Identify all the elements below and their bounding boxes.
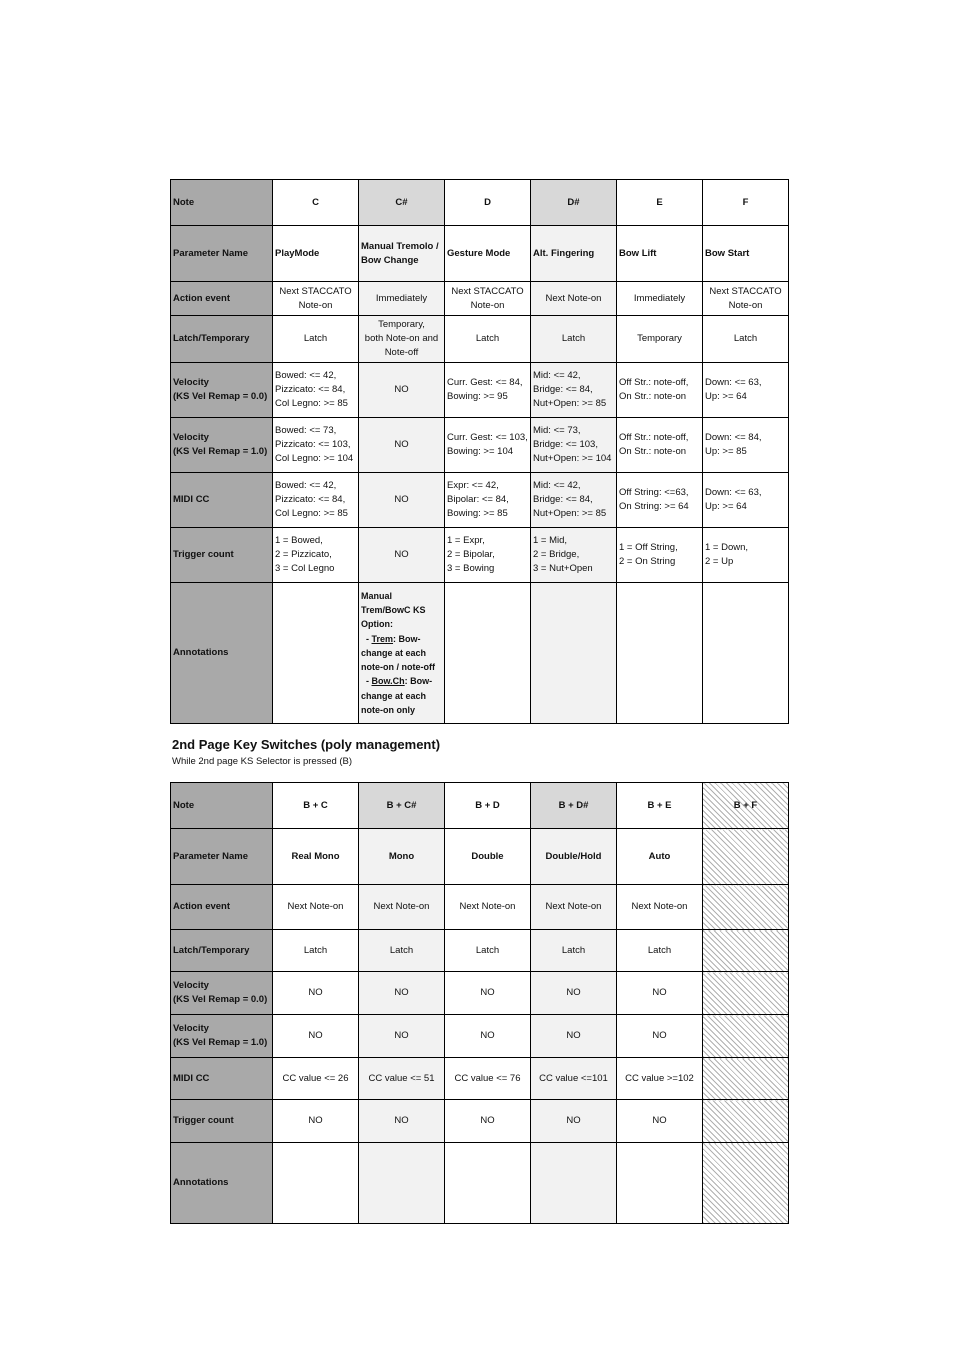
trigger-count-cell: NO bbox=[359, 528, 445, 583]
action-event-cell: Immediately bbox=[617, 282, 703, 316]
row-label-midi-cc: MIDI CC bbox=[171, 1058, 273, 1100]
row-label-trigger-count: Trigger count bbox=[171, 1100, 273, 1143]
midi-cc-cell: Expr: <= 42, Bipolar: <= 84, Bowing: >= 85 bbox=[445, 473, 531, 528]
param-name-cell: Real Mono bbox=[273, 829, 359, 885]
annotation-cell bbox=[617, 1143, 703, 1224]
note-header-d-sharp: D# bbox=[531, 180, 617, 226]
annotation-cell bbox=[531, 1143, 617, 1224]
param-name-cell: Alt. Fingering bbox=[531, 226, 617, 282]
velocity-0-cell: NO bbox=[531, 972, 617, 1015]
param-name-cell: PlayMode bbox=[273, 226, 359, 282]
midi-cc-cell: CC value <= 51 bbox=[359, 1058, 445, 1100]
action-event-cell: Next STACCATO Note-on bbox=[445, 282, 531, 316]
velocity-1-cell: NO bbox=[617, 1015, 703, 1058]
row-label-action-event: Action event bbox=[171, 885, 273, 930]
row-label-latch-temporary: Latch/Temporary bbox=[171, 316, 273, 363]
row-label-velocity-remap-0: Velocity (KS Vel Remap = 0.0) bbox=[171, 972, 273, 1015]
row-label-note: Note bbox=[171, 180, 273, 226]
velocity-0-cell: Mid: <= 42, Bridge: <= 84, Nut+Open: >= 85 bbox=[531, 363, 617, 418]
row-label-note: Note bbox=[171, 783, 273, 829]
annotation-bow-text: : Bow- change at each note-on only bbox=[361, 676, 433, 715]
note-header-c-sharp: C# bbox=[359, 180, 445, 226]
row-label-velocity-remap-1: Velocity (KS Vel Remap = 1.0) bbox=[171, 418, 273, 473]
latch-cell: Latch bbox=[445, 316, 531, 363]
velocity-1-cell: NO bbox=[273, 1015, 359, 1058]
midi-cc-cell: Off String: <=63, On String: >= 64 bbox=[617, 473, 703, 528]
midi-cc-cell: Down: <= 63, Up: >= 64 bbox=[703, 473, 789, 528]
trigger-count-cell: NO bbox=[273, 1100, 359, 1143]
annotation-cell bbox=[703, 583, 789, 724]
row-label-action-event: Action event bbox=[171, 282, 273, 316]
keyswitch-table-page2 bbox=[170, 782, 789, 1224]
param-name-cell: Manual Tremolo / Bow Change bbox=[359, 226, 445, 282]
trigger-count-cell: 1 = Off String, 2 = On String bbox=[617, 528, 703, 583]
trigger-count-cell: NO bbox=[359, 1100, 445, 1143]
disabled-cell bbox=[703, 1100, 789, 1143]
annotation-cell-c-sharp bbox=[359, 583, 445, 724]
trigger-count-cell: NO bbox=[445, 1100, 531, 1143]
velocity-0-cell: NO bbox=[617, 972, 703, 1015]
annotation-cell bbox=[445, 1143, 531, 1224]
velocity-1-cell: Mid: <= 73, Bridge: <= 103, Nut+Open: >= 104 bbox=[531, 418, 617, 473]
velocity-1-cell: Bowed: <= 73, Pizzicato: <= 103, Col Legno: >= 104 bbox=[273, 418, 359, 473]
latch-cell: Latch bbox=[703, 316, 789, 363]
latch-cell: Temporary, both Note-on and Note-off bbox=[359, 316, 445, 363]
latch-cell: Latch bbox=[531, 316, 617, 363]
section-subtitle: While 2nd page KS Selector is pressed (B) bbox=[172, 756, 353, 767]
param-name-cell: Mono bbox=[359, 829, 445, 885]
action-event-cell: Next Note-on bbox=[273, 885, 359, 930]
latch-cell: Latch bbox=[273, 930, 359, 972]
trigger-count-cell: 1 = Bowed, 2 = Pizzicato, 3 = Col Legno bbox=[273, 528, 359, 583]
disabled-cell bbox=[703, 930, 789, 972]
row-label-trigger-count: Trigger count bbox=[171, 528, 273, 583]
row-label-velocity-remap-0: Velocity (KS Vel Remap = 0.0) bbox=[171, 363, 273, 418]
midi-cc-cell: CC value <= 76 bbox=[445, 1058, 531, 1100]
trigger-count-cell: NO bbox=[531, 1100, 617, 1143]
velocity-0-cell: Off Str.: note-off, On Str.: note-on bbox=[617, 363, 703, 418]
midi-cc-cell: Bowed: <= 42, Pizzicato: <= 84, Col Legno: >= 85 bbox=[273, 473, 359, 528]
param-name-cell: Double/Hold bbox=[531, 829, 617, 885]
latch-cell: Latch bbox=[273, 316, 359, 363]
note-header-f: F bbox=[703, 180, 789, 226]
midi-cc-cell: NO bbox=[359, 473, 445, 528]
row-label-parameter-name: Parameter Name bbox=[171, 829, 273, 885]
annotation-trem-line: - Trem: Bow- change at each note-on / note-off bbox=[361, 633, 435, 673]
midi-cc-cell: CC value <=101 bbox=[531, 1058, 617, 1100]
trigger-count-cell: NO bbox=[617, 1100, 703, 1143]
velocity-1-cell: NO bbox=[359, 418, 445, 473]
disabled-cell bbox=[703, 1015, 789, 1058]
action-event-cell: Next STACCATO Note-on bbox=[703, 282, 789, 316]
latch-cell: Temporary bbox=[617, 316, 703, 363]
note-header-b-e: B + E bbox=[617, 783, 703, 829]
velocity-1-cell: Curr. Gest: <= 103, Bowing: >= 104 bbox=[445, 418, 531, 473]
action-event-cell: Immediately bbox=[359, 282, 445, 316]
velocity-1-cell: NO bbox=[531, 1015, 617, 1058]
velocity-0-cell: Curr. Gest: <= 84, Bowing: >= 95 bbox=[445, 363, 531, 418]
action-event-cell: Next STACCATO Note-on bbox=[273, 282, 359, 316]
velocity-0-cell: NO bbox=[359, 972, 445, 1015]
note-header-c: C bbox=[273, 180, 359, 226]
velocity-1-cell: Down: <= 84, Up: >= 85 bbox=[703, 418, 789, 473]
latch-cell: Latch bbox=[617, 930, 703, 972]
midi-cc-cell: Mid: <= 42, Bridge: <= 84, Nut+Open: >= 85 bbox=[531, 473, 617, 528]
action-event-cell: Next Note-on bbox=[531, 885, 617, 930]
action-event-cell: Next Note-on bbox=[359, 885, 445, 930]
param-name-cell: Bow Start bbox=[703, 226, 789, 282]
disabled-cell bbox=[703, 1143, 789, 1224]
velocity-0-cell: Bowed: <= 42, Pizzicato: <= 84, Col Legno: >= 85 bbox=[273, 363, 359, 418]
latch-cell: Latch bbox=[531, 930, 617, 972]
velocity-1-cell: NO bbox=[359, 1015, 445, 1058]
disabled-cell bbox=[703, 885, 789, 930]
row-label-annotations: Annotations bbox=[171, 1143, 273, 1224]
annotation-intro: Manual Trem/BowC KS Option: bbox=[361, 591, 426, 630]
annotation-cell bbox=[359, 1143, 445, 1224]
action-event-cell: Next Note-on bbox=[445, 885, 531, 930]
section-title: 2nd Page Key Switches (poly management) bbox=[172, 737, 441, 752]
annotation-cell bbox=[273, 583, 359, 724]
param-name-cell: Bow Lift bbox=[617, 226, 703, 282]
keyswitch-table-page1 bbox=[170, 179, 789, 724]
velocity-0-cell: NO bbox=[359, 363, 445, 418]
disabled-cell bbox=[703, 972, 789, 1015]
latch-cell: Latch bbox=[359, 930, 445, 972]
row-label-parameter-name: Parameter Name bbox=[171, 226, 273, 282]
param-name-cell: Double bbox=[445, 829, 531, 885]
annotation-bow-label: Bow.Ch bbox=[371, 676, 405, 687]
trigger-count-cell: 1 = Down, 2 = Up bbox=[703, 528, 789, 583]
row-label-midi-cc: MIDI CC bbox=[171, 473, 273, 528]
note-header-b-c: B + C bbox=[273, 783, 359, 829]
note-header-d: D bbox=[445, 180, 531, 226]
midi-cc-cell: CC value <= 26 bbox=[273, 1058, 359, 1100]
row-label-annotations: Annotations bbox=[171, 583, 273, 724]
disabled-cell bbox=[703, 829, 789, 885]
velocity-1-cell: NO bbox=[445, 1015, 531, 1058]
note-header-b-d: B + D bbox=[445, 783, 531, 829]
annotation-bow-line: - Bow.Ch: Bow- change at each note-on only bbox=[361, 676, 433, 715]
row-label-velocity-remap-1: Velocity (KS Vel Remap = 1.0) bbox=[171, 1015, 273, 1058]
velocity-0-cell: NO bbox=[273, 972, 359, 1015]
action-event-cell: Next Note-on bbox=[531, 282, 617, 316]
midi-cc-cell: CC value >=102 bbox=[617, 1058, 703, 1100]
velocity-0-cell: NO bbox=[445, 972, 531, 1015]
annotation-cell bbox=[445, 583, 531, 724]
note-header-b-f: B + F bbox=[703, 783, 789, 829]
annotation-trem-label: Trem bbox=[371, 633, 394, 644]
trigger-count-cell: 1 = Mid, 2 = Bridge, 3 = Nut+Open bbox=[531, 528, 617, 583]
velocity-1-cell: Off Str.: note-off, On Str.: note-on bbox=[617, 418, 703, 473]
annotation-cell bbox=[617, 583, 703, 724]
annotation-cell bbox=[531, 583, 617, 724]
trigger-count-cell: 1 = Expr, 2 = Bipolar, 3 = Bowing bbox=[445, 528, 531, 583]
annotation-cell bbox=[273, 1143, 359, 1224]
row-label-latch-temporary: Latch/Temporary bbox=[171, 930, 273, 972]
disabled-cell bbox=[703, 1058, 789, 1100]
latch-cell: Latch bbox=[445, 930, 531, 972]
param-name-cell: Gesture Mode bbox=[445, 226, 531, 282]
note-header-e: E bbox=[617, 180, 703, 226]
annotation-trem-text: : Bow- change at each note-on / note-off bbox=[361, 633, 435, 673]
param-name-cell: Auto bbox=[617, 829, 703, 885]
note-header-b-c-sharp: B + C# bbox=[359, 783, 445, 829]
note-header-b-d-sharp: B + D# bbox=[531, 783, 617, 829]
action-event-cell: Next Note-on bbox=[617, 885, 703, 930]
velocity-0-cell: Down: <= 63, Up: >= 64 bbox=[703, 363, 789, 418]
